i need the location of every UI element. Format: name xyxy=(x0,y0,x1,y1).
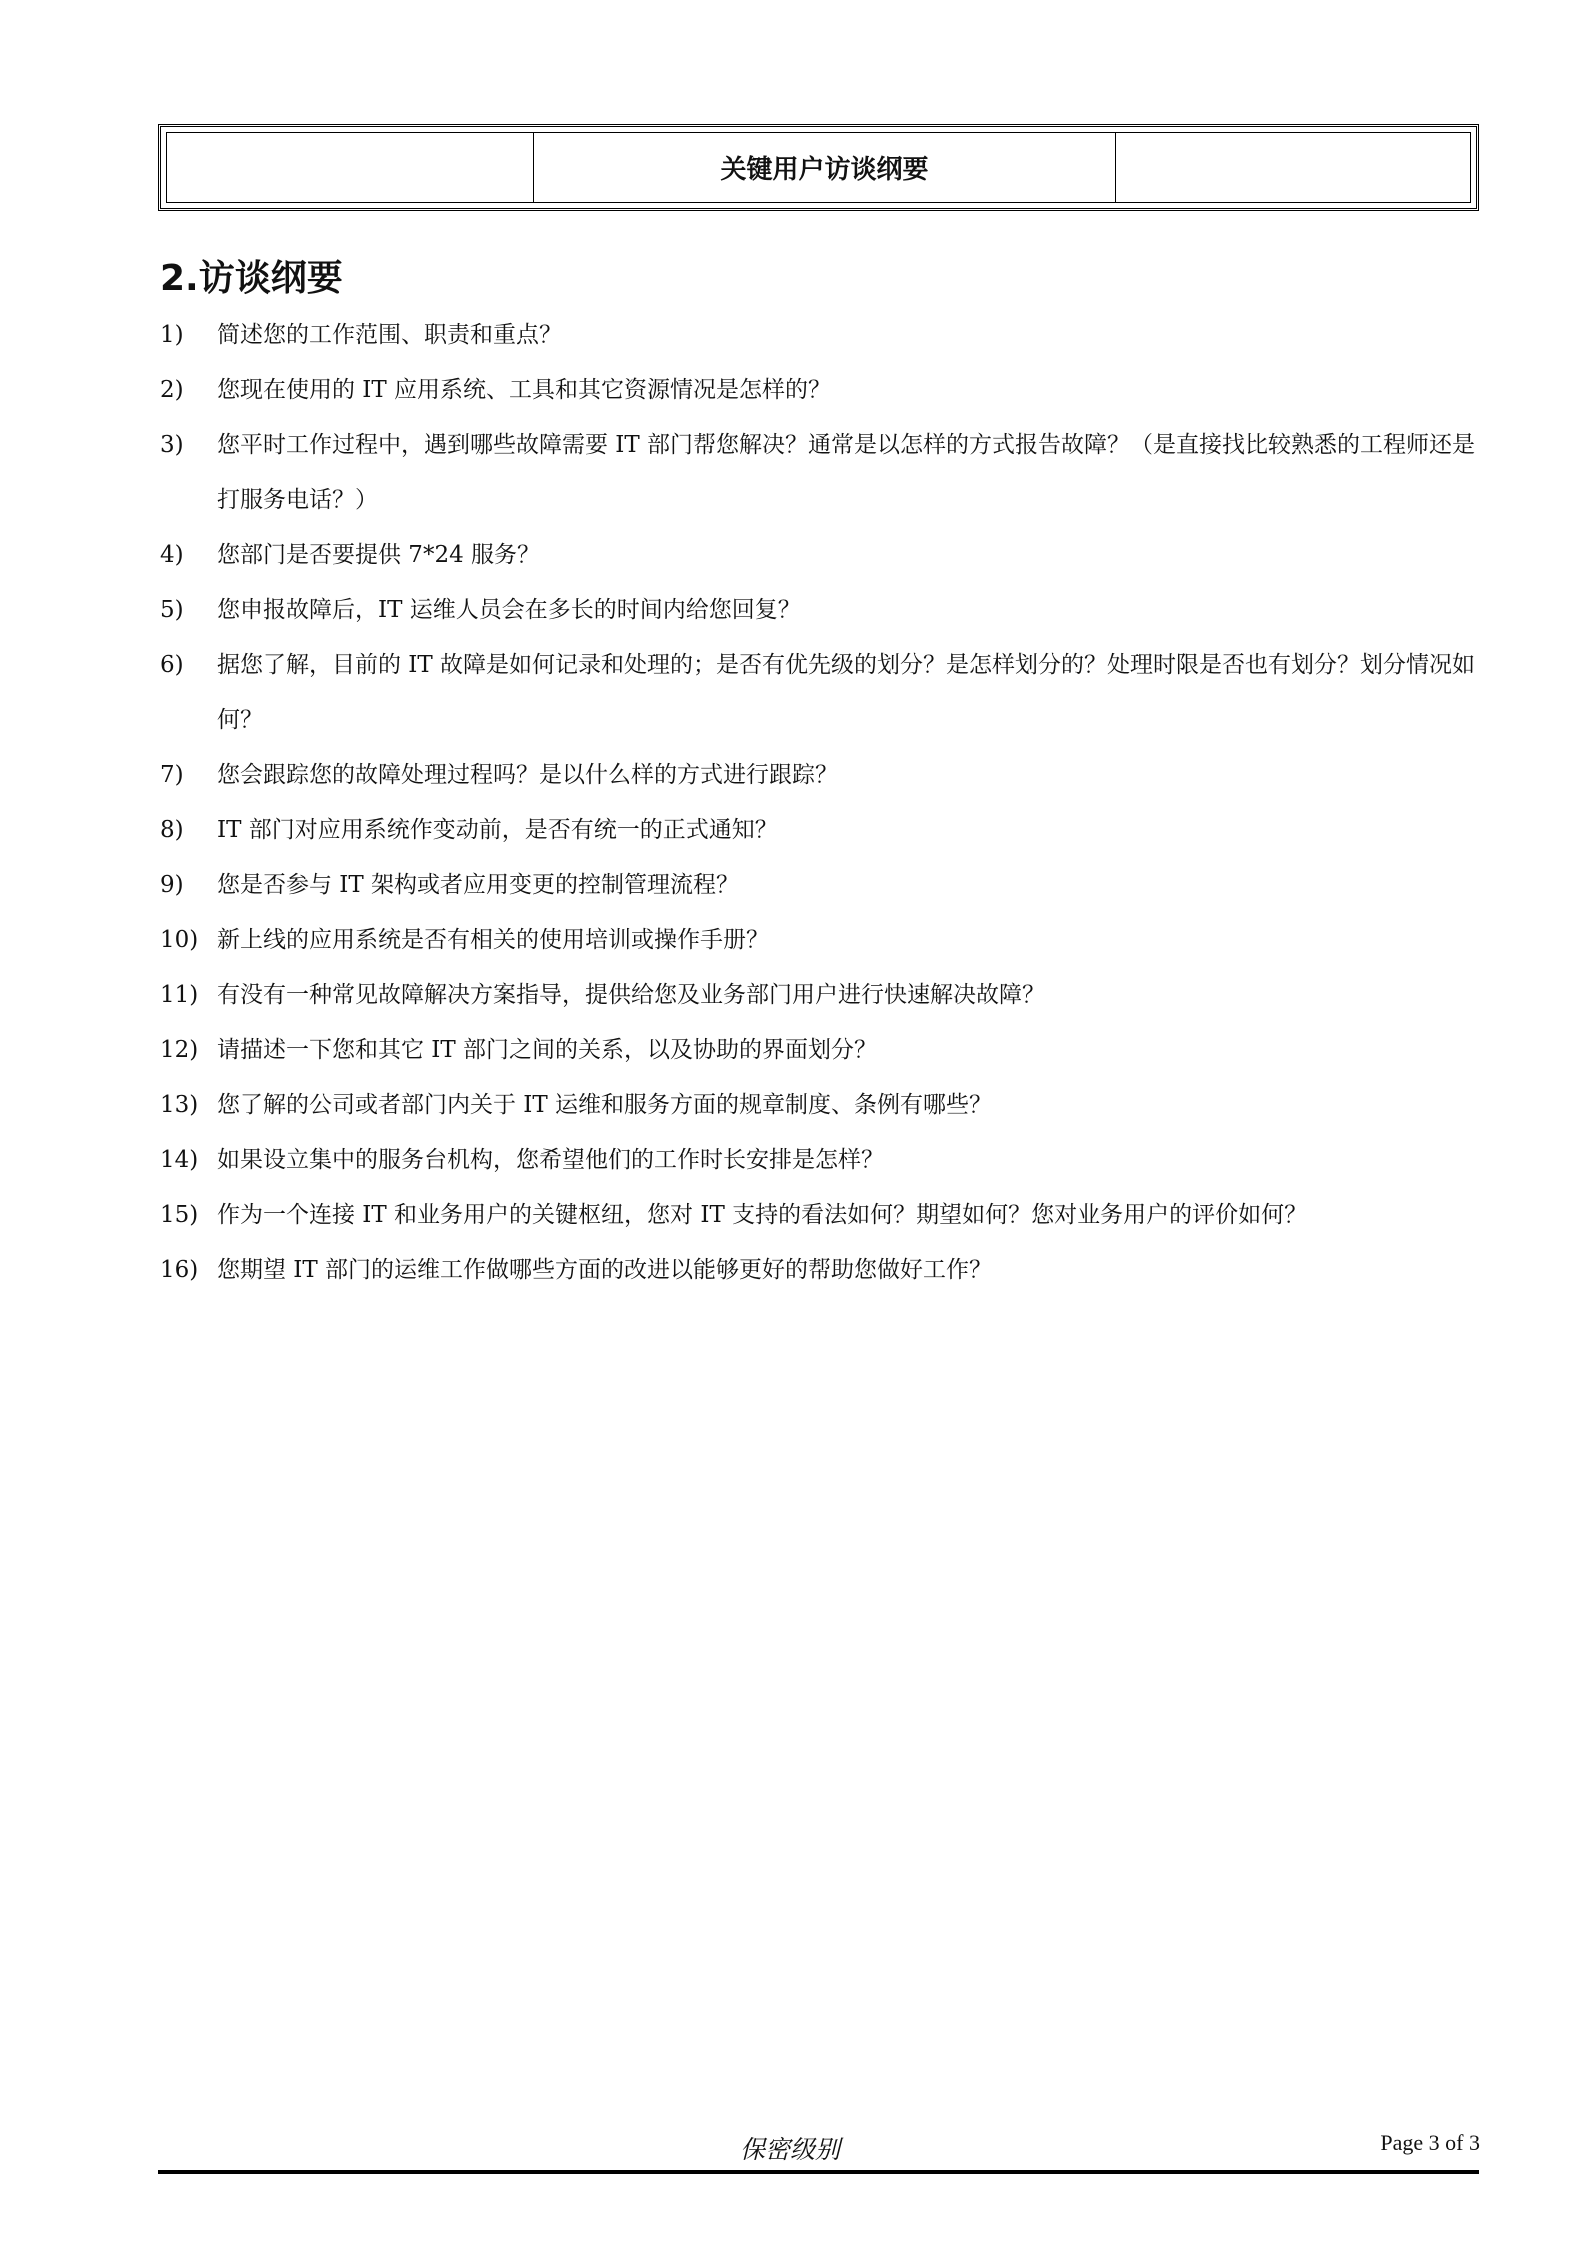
header-row xyxy=(166,132,1471,203)
question-text: 您会跟踪您的故障处理过程吗？是以什么样的方式进行跟踪？ xyxy=(217,762,838,788)
question-text: 您了解的公司或者部门内关于 IT 运维和服务方面的规章制度、条例有哪些？ xyxy=(217,1092,993,1118)
question-number: 11) xyxy=(160,982,199,1008)
question-item xyxy=(160,638,1480,748)
question-item xyxy=(160,1078,1480,1133)
question-item xyxy=(160,363,1480,418)
question-number: 3) xyxy=(160,432,184,458)
question-item xyxy=(160,858,1480,913)
question-text: 您平时工作过程中，遇到哪些故障需要 IT 部门帮您解决？通常是以怎样的方式报告故障？（是直接找比较熟悉的工程师还是打服务电话？） xyxy=(217,432,1476,513)
question-number: 6) xyxy=(160,652,184,678)
question-item xyxy=(160,308,1480,363)
question-text: 您申报故障后，IT 运维人员会在多长的时间内给您回复？ xyxy=(217,597,801,623)
question-number: 16) xyxy=(160,1257,199,1283)
question-text: 有没有一种常见故障解决方案指导，提供给您及业务部门用户进行快速解决故障？ xyxy=(217,982,1045,1008)
question-text: 如果设立集中的服务台机构，您希望他们的工作时长安排是怎样？ xyxy=(217,1147,884,1173)
question-text: 请描述一下您和其它 IT 部门之间的关系，以及协助的界面划分？ xyxy=(217,1037,878,1063)
question-number: 10) xyxy=(160,927,199,953)
footer-rule xyxy=(158,2170,1479,2174)
question-item xyxy=(160,528,1480,583)
question-text: 简述您的工作范围、职责和重点？ xyxy=(217,322,562,348)
question-list xyxy=(160,308,1480,1298)
question-item xyxy=(160,1133,1480,1188)
question-text: 您是否参与 IT 架构或者应用变更的控制管理流程？ xyxy=(217,872,740,898)
question-number: 1) xyxy=(160,322,184,348)
question-number: 9) xyxy=(160,872,184,898)
question-text: 您现在使用的 IT 应用系统、工具和其它资源情况是怎样的？ xyxy=(217,377,832,403)
header-cell-left xyxy=(167,133,534,202)
question-item xyxy=(160,913,1480,968)
section-title: 2.访谈纲要 xyxy=(160,258,343,299)
question-text: 作为一个连接 IT 和业务用户的关键枢纽，您对 IT 支持的看法如何？期望如何？您对业务用户的评价如何？ xyxy=(217,1202,1308,1228)
question-number: 12) xyxy=(160,1037,199,1063)
confidentiality-label: 保密级别 xyxy=(740,2135,841,2164)
question-number: 5) xyxy=(160,597,184,623)
question-text: 您期望 IT 部门的运维工作做哪些方面的改进以能够更好的帮助您做好工作？ xyxy=(217,1257,993,1283)
question-text: 据您了解，目前的 IT 故障是如何记录和处理的；是否有优先级的划分？是怎样划分的？处理时限是否也有划分？划分情况如何？ xyxy=(217,652,1476,733)
header-table xyxy=(158,124,1479,211)
question-item xyxy=(160,418,1480,528)
question-number: 14) xyxy=(160,1147,199,1173)
question-number: 7) xyxy=(160,762,184,788)
question-number: 2) xyxy=(160,377,184,403)
question-item xyxy=(160,803,1480,858)
question-item xyxy=(160,1243,1480,1298)
document-title: 关键用户访谈纲要 xyxy=(534,133,1116,202)
question-text: IT 部门对应用系统作变动前，是否有统一的正式通知？ xyxy=(217,817,778,843)
question-item xyxy=(160,1023,1480,1078)
question-item xyxy=(160,1188,1480,1243)
question-number: 15) xyxy=(160,1202,199,1228)
question-text: 新上线的应用系统是否有相关的使用培训或操作手册？ xyxy=(217,927,769,953)
question-number: 4) xyxy=(160,542,184,568)
page-number: Page 3 of 3 xyxy=(1380,2130,1480,2155)
question-item xyxy=(160,748,1480,803)
question-item xyxy=(160,583,1480,638)
question-number: 8) xyxy=(160,817,184,843)
question-text: 您部门是否要提供 7*24 服务？ xyxy=(217,542,541,568)
question-number: 13) xyxy=(160,1092,199,1118)
question-item xyxy=(160,968,1480,1023)
header-cell-right xyxy=(1116,133,1470,202)
